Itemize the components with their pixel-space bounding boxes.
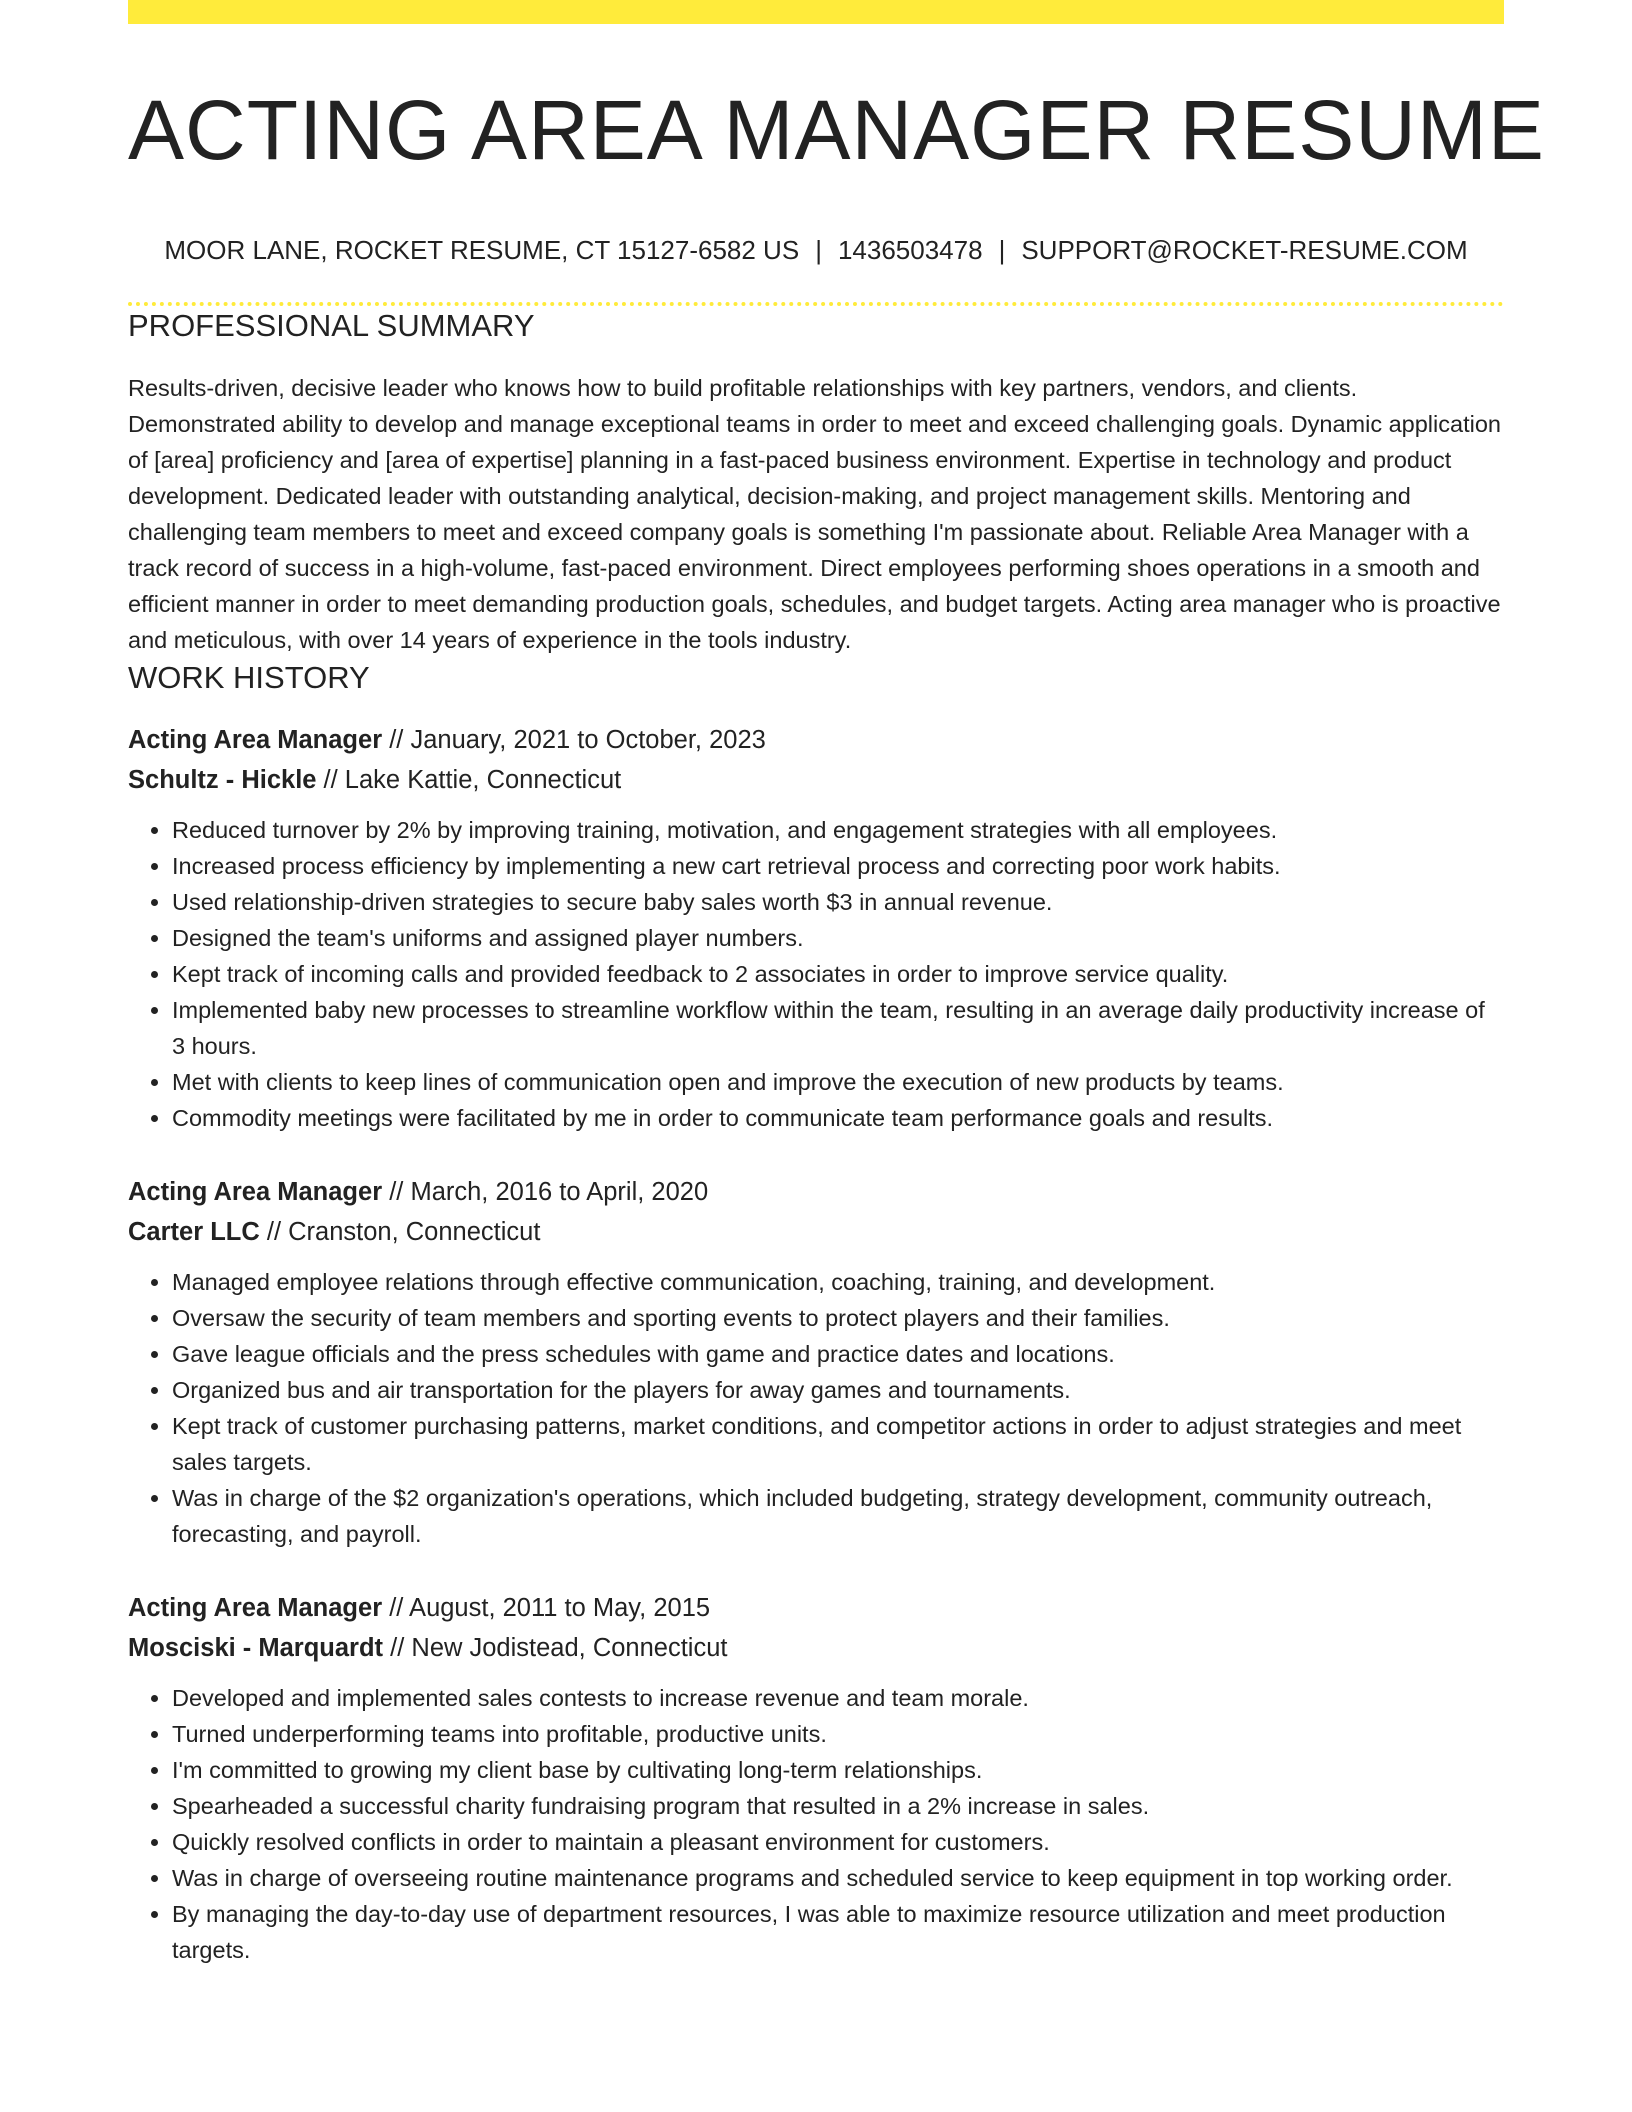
job-title: Acting Area Manager	[128, 1594, 383, 1622]
contact-address: MOOR LANE, ROCKET RESUME, CT 15127-6582 US	[164, 235, 800, 265]
job-location: // Lake Kattie, Connecticut	[316, 766, 622, 794]
bullet-item: • Oversaw the security of team members and sporting events to protect players and their families.	[172, 1300, 1504, 1336]
bullet-item: • Implemented baby new processes to streamline workflow within the team, resulting in an average daily productivity increase of 3 hours.	[172, 992, 1504, 1064]
job-entry	[128, 720, 1504, 1136]
work-history-heading: WORK HISTORY	[128, 660, 370, 695]
contact-separator: |	[815, 235, 822, 265]
job-company: Schultz - Hickle	[128, 766, 317, 794]
job-title: Acting Area Manager	[128, 1178, 383, 1206]
job-bullets	[128, 1264, 1504, 1552]
bullet-item: • Kept track of customer purchasing patterns, market conditions, and competitor actions in order to adjust strategies and meet sales targets.	[172, 1408, 1504, 1480]
job-bullets	[128, 812, 1504, 1136]
job-location: // Cranston, Connecticut	[259, 1218, 541, 1246]
bullet-item: • Commodity meetings were facilitated by me in order to communicate team performance goals and results.	[172, 1100, 1504, 1136]
resume-title: ACTING AREA MANAGER RESUME	[128, 83, 1545, 177]
job-location: // New Jodistead, Connecticut	[383, 1634, 728, 1662]
bullet-item: • I'm committed to growing my client base by cultivating long-term relationships.	[172, 1752, 1504, 1788]
bullet-item: • Developed and implemented sales contests to increase revenue and team morale.	[172, 1680, 1504, 1716]
bullet-item: • Turned underperforming teams into profitable, productive units.	[172, 1716, 1504, 1752]
bullet-item: • Organized bus and air transportation for the players for away games and tournaments.	[172, 1372, 1504, 1408]
bullet-item: • Gave league officials and the press schedules with game and practice dates and locations.	[172, 1336, 1504, 1372]
contact-line	[128, 234, 1504, 266]
job-company-line	[128, 1212, 1504, 1252]
job-title: Acting Area Manager	[128, 726, 383, 754]
job-dates: // January, 2021 to October, 2023	[382, 726, 766, 754]
bullet-item: • Managed employee relations through effective communication, coaching, training, and development.	[172, 1264, 1504, 1300]
job-title-line	[128, 1588, 1504, 1628]
bullet-item: • Quickly resolved conflicts in order to maintain a pleasant environment for customers.	[172, 1824, 1504, 1860]
job-title-line	[128, 720, 1504, 760]
bullet-item: • Kept track of incoming calls and provided feedback to 2 associates in order to improve service quality.	[172, 956, 1504, 992]
job-entry	[128, 1172, 1504, 1552]
top-accent-bar	[128, 0, 1504, 24]
job-company: Mosciski - Marquardt	[128, 1634, 384, 1662]
job-company: Carter LLC	[128, 1218, 260, 1246]
job-title-line	[128, 1172, 1504, 1212]
job-dates: // August, 2011 to May, 2015	[382, 1594, 711, 1622]
job-company-line	[128, 760, 1504, 800]
summary-heading: PROFESSIONAL SUMMARY	[128, 308, 535, 343]
bullet-item: • Was in charge of overseeing routine maintenance programs and scheduled service to keep equipment in top working order.	[172, 1860, 1504, 1896]
bullet-item: • Reduced turnover by 2% by improving training, motivation, and engagement strategies with all employees.	[172, 812, 1504, 848]
bullet-item: • Met with clients to keep lines of communication open and improve the execution of new products by teams.	[172, 1064, 1504, 1100]
bullet-item: • Was in charge of the $2 organization's operations, which included budgeting, strategy development, community outreach, forecasting, and payroll.	[172, 1480, 1504, 1552]
resume-page	[128, 0, 1545, 1968]
bullet-item: • Spearheaded a successful charity fundraising program that resulted in a 2% increase in sales.	[172, 1788, 1504, 1824]
job-entry	[128, 1588, 1504, 1968]
summary-text: Results-driven, decisive leader who knows how to build profitable relationships with key partners, vendors, and clients. Demonstrated ability to develop and manage exceptional teams in order to meet and exceed challenging goals. Dynamic application of [area] proficiency and [area of expertise] planning in a fast-paced business environment. Expertise in technology and product development. Dedicated leader with outstanding analytical, decision-making, and project management skills. Mentoring and challenging team members to meet and exceed company goals is something I'm passionate about. Reliable Area Manager with a track record of success in a high-volume, fast-paced environment. Direct employees performing shoes operations in a smooth and efficient manner in order to meet demanding production goals, schedules, and budget targets. Acting area manager who is proactive and meticulous, with over 14 years of experience in the tools industry.	[128, 375, 1501, 653]
job-bullets	[128, 1680, 1504, 1968]
contact-email: SUPPORT@ROCKET-RESUME.COM	[1021, 235, 1468, 265]
contact-separator: |	[998, 235, 1006, 265]
job-dates: // March, 2016 to April, 2020	[382, 1178, 709, 1206]
contact-phone: 1436503478	[837, 235, 983, 265]
bullet-item: • Designed the team's uniforms and assigned player numbers.	[172, 920, 1504, 956]
bullet-item: • By managing the day-to-day use of department resources, I was able to maximize resource utilization and meet production targets.	[172, 1896, 1504, 1968]
bullet-item: • Used relationship-driven strategies to secure baby sales worth $3 in annual revenue.	[172, 884, 1504, 920]
job-company-line	[128, 1628, 1504, 1668]
bullet-item: • Increased process efficiency by implementing a new cart retrieval process and correcting poor work habits.	[172, 848, 1504, 884]
